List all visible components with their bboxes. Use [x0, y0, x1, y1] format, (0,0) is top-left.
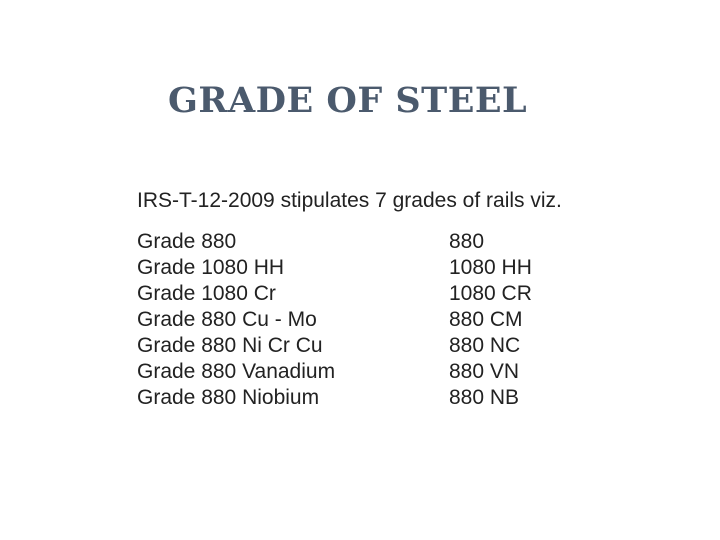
grade-code: 880 VN	[449, 360, 520, 383]
grade-code: 1080 CR	[449, 282, 532, 305]
grade-row	[137, 281, 597, 307]
grade-row	[137, 385, 597, 411]
grade-name: Grade 1080 Cr	[137, 282, 276, 305]
grade-code: 1080 HH	[449, 256, 532, 279]
intro-text: IRS-T-12-2009 stipulates 7 grades of rails viz.	[137, 189, 562, 212]
grade-row	[137, 359, 597, 385]
grade-code: 880 CM	[449, 308, 523, 331]
grade-name: Grade 880 Vanadium	[137, 360, 336, 383]
grade-row	[137, 333, 597, 359]
grade-code: 880 NC	[449, 334, 521, 357]
grade-name: Grade 880 Ni Cr Cu	[137, 334, 323, 357]
grade-name: Grade 880 Cu - Mo	[137, 308, 317, 331]
grade-name: Grade 1080 HH	[137, 256, 285, 279]
grade-row	[137, 255, 597, 281]
grade-name: Grade 880	[137, 230, 237, 253]
grade-row	[137, 307, 597, 333]
grade-code: 880 NB	[449, 386, 520, 409]
grade-name: Grade 880 Niobium	[137, 386, 320, 409]
slide-title: GRADE OF STEEL	[168, 80, 528, 121]
grade-code: 880	[449, 230, 485, 253]
grade-row	[137, 229, 597, 255]
grade-list	[137, 229, 597, 411]
